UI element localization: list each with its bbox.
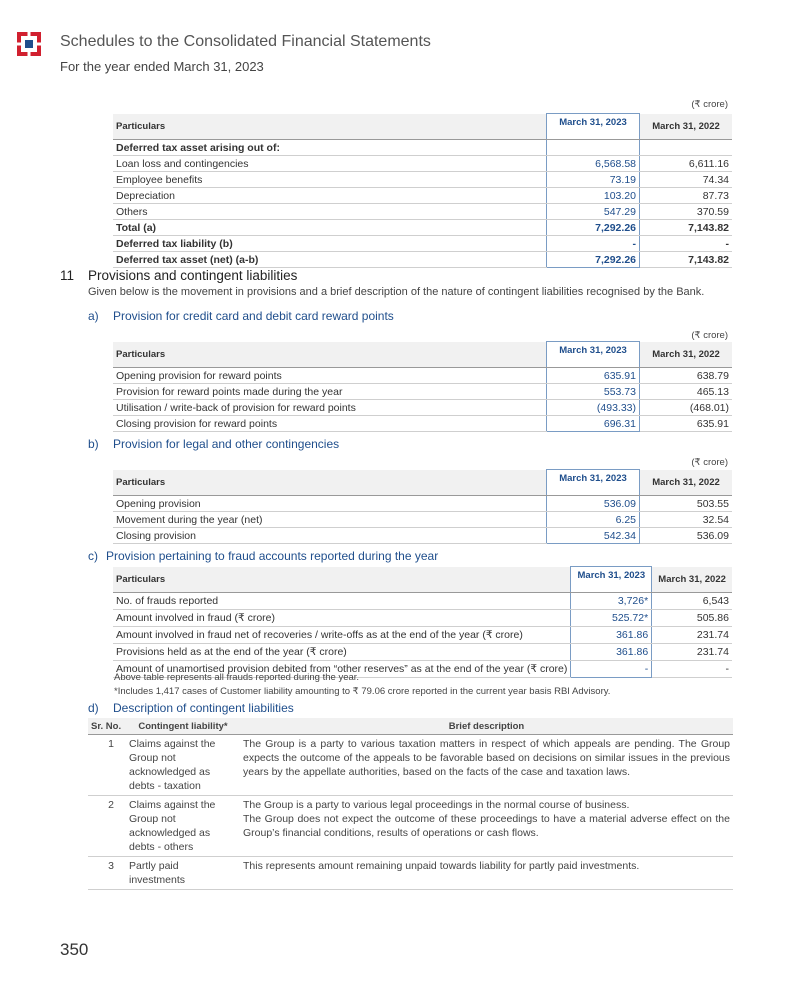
col-current: March 31, 2023	[547, 342, 640, 368]
table-row	[113, 156, 732, 172]
row-sr-no: 1	[88, 735, 126, 796]
table-row	[113, 644, 732, 661]
row-liability: Partly paid investments	[126, 857, 240, 890]
row-previous-value: 7,143.82	[640, 220, 733, 236]
contingent-liabilities-table	[88, 718, 733, 890]
row-label: Deferred tax asset (net) (a-b)	[113, 252, 547, 268]
row-current-value: (493.33)	[547, 400, 640, 416]
page-number: 350	[60, 940, 89, 959]
row-current-value: 6,568.58	[547, 156, 640, 172]
row-label: Depreciation	[113, 188, 547, 204]
row-previous-value: 6,611.16	[640, 156, 733, 172]
col-previous: March 31, 2022	[652, 567, 732, 593]
col-previous: March 31, 2022	[640, 342, 733, 368]
table-row	[88, 857, 733, 890]
row-current-value: 361.86	[571, 627, 652, 644]
table-row	[113, 610, 732, 627]
reward-points-table	[113, 341, 732, 432]
row-label: Provision for reward points made during the year	[113, 384, 547, 400]
col-brief-description: Brief description	[240, 718, 733, 735]
row-previous-value: 32.54	[640, 512, 733, 528]
row-current-value: 696.31	[547, 416, 640, 432]
table-row	[113, 140, 732, 156]
table-row	[113, 220, 732, 236]
row-label: No. of frauds reported	[113, 593, 571, 610]
col-previous: March 31, 2022	[640, 470, 733, 496]
row-label: Deferred tax asset arising out of:	[113, 140, 547, 156]
section-title: Provisions and contingent liabilities	[88, 268, 298, 283]
row-current-value: 73.19	[547, 172, 640, 188]
bank-logo-icon	[17, 32, 41, 56]
row-label: Utilisation / write-back of provision for reward points	[113, 400, 547, 416]
row-label: Opening provision	[113, 496, 547, 512]
row-label: Total (a)	[113, 220, 547, 236]
row-current-value: 542.34	[547, 528, 640, 544]
subsection-d-heading	[88, 701, 294, 715]
table-row	[113, 496, 732, 512]
row-current-value: 7,292.26	[547, 252, 640, 268]
row-label: Amount involved in fraud net of recoveries / write-offs as at the end of the year (₹ crore)	[113, 627, 571, 644]
page-subtitle: For the year ended March 31, 2023	[60, 59, 264, 74]
subsection-a-heading	[88, 309, 394, 323]
subsection-d-title: Description of contingent liabilities	[113, 701, 294, 715]
table-row	[113, 593, 732, 610]
col-particulars: Particulars	[113, 567, 571, 593]
table-row	[113, 172, 732, 188]
row-previous-value: 638.79	[640, 368, 733, 384]
col-previous: March 31, 2022	[640, 114, 733, 140]
unit-label: (₹ crore)	[691, 99, 728, 110]
row-current-value: 3,726*	[571, 593, 652, 610]
row-label: Amount of unamortised provision debited from “other reserves” as at the end of the year (₹ crore)	[113, 661, 571, 678]
section-number: 11	[60, 268, 75, 283]
table-row	[113, 384, 732, 400]
unit-label: (₹ crore)	[691, 330, 728, 341]
row-current-value: 525.72*	[571, 610, 652, 627]
col-particulars: Particulars	[113, 342, 547, 368]
row-previous-value: 74.34	[640, 172, 733, 188]
table-row	[113, 204, 732, 220]
row-current-value: 553.73	[547, 384, 640, 400]
row-label: Employee benefits	[113, 172, 547, 188]
row-current-value: 7,292.26	[547, 220, 640, 236]
subsection-a-title: Provision for credit card and debit card reward points	[113, 309, 394, 323]
row-current-value: 6.25	[547, 512, 640, 528]
subsection-b-label: b)	[88, 437, 99, 451]
row-current-value: -	[571, 661, 652, 678]
row-previous-value: 87.73	[640, 188, 733, 204]
fraud-note-1: Above table represents all frauds reported during the year.	[114, 672, 360, 683]
row-previous-value: 6,543	[652, 593, 732, 610]
legal-provision-table	[113, 469, 732, 544]
row-previous-value: 370.59	[640, 204, 733, 220]
row-current-value: 103.20	[547, 188, 640, 204]
row-current-value: 635.91	[547, 368, 640, 384]
row-label: Provisions held as at the end of the year (₹ crore)	[113, 644, 571, 661]
table-row	[113, 416, 732, 432]
subsection-c-title: Provision pertaining to fraud accounts reported during the year	[106, 549, 439, 563]
row-current-value: 536.09	[547, 496, 640, 512]
table-row	[113, 512, 732, 528]
row-description: This represents amount remaining unpaid towards liability for partly paid investments.	[240, 857, 733, 890]
table-row	[113, 252, 732, 268]
row-previous-value: 231.74	[652, 644, 732, 661]
table-row	[113, 188, 732, 204]
row-label: Closing provision for reward points	[113, 416, 547, 432]
table-row	[113, 400, 732, 416]
row-previous-value: (468.01)	[640, 400, 733, 416]
col-particulars: Particulars	[113, 114, 547, 140]
row-description: The Group is a party to various taxation matters in respect of which appeals are pending. The Group expects the outcome of the appeals to be favorable based on decisions on similar issues in the previous years by the appellate authorities, based on the facts of the case and taxation laws.	[240, 735, 733, 796]
table-row	[88, 796, 733, 857]
row-current-value: 547.29	[547, 204, 640, 220]
col-current: March 31, 2023	[571, 567, 652, 593]
subsection-a-label: a)	[88, 309, 99, 323]
subsection-d-label: d)	[88, 701, 99, 715]
row-previous-value: 635.91	[640, 416, 733, 432]
row-previous-value: 465.13	[640, 384, 733, 400]
row-previous-value: -	[640, 236, 733, 252]
row-label: Loan loss and contingencies	[113, 156, 547, 172]
row-previous-value: 505.86	[652, 610, 732, 627]
table-row	[113, 236, 732, 252]
row-liability: Claims against the Group not acknowledged as debts - taxation	[126, 735, 240, 796]
col-sr-no: Sr. No.	[88, 718, 126, 735]
page-title: Schedules to the Consolidated Financial Statements	[60, 33, 431, 50]
row-sr-no: 2	[88, 796, 126, 857]
row-previous-value: 7,143.82	[640, 252, 733, 268]
col-current: March 31, 2023	[547, 114, 640, 140]
deferred-tax-table	[113, 113, 732, 268]
table-row	[113, 368, 732, 384]
row-previous-value: -	[652, 661, 732, 678]
table-row	[88, 735, 733, 796]
row-description: The Group is a party to various legal proceedings in the normal course of business. The Group does not expect the outcome of these proceedings to have a material adverse effect on the Group’s financial conditions, results of operations or cash flows.	[240, 796, 733, 857]
col-particulars: Particulars	[113, 470, 547, 496]
row-current-value	[547, 140, 640, 156]
subsection-c-label: c)	[88, 549, 98, 563]
row-previous-value: 231.74	[652, 627, 732, 644]
table-row	[113, 528, 732, 544]
subsection-b-title: Provision for legal and other contingencies	[113, 437, 340, 451]
fraud-provision-table	[113, 566, 732, 678]
row-previous-value: 503.55	[640, 496, 733, 512]
row-current-value: 361.86	[571, 644, 652, 661]
col-contingent-liability: Contingent liability*	[126, 718, 240, 735]
section-description: Given below is the movement in provisions and a brief description of the nature of contingent liabilities recognised by the Bank.	[88, 286, 705, 298]
unit-label: (₹ crore)	[691, 457, 728, 468]
row-sr-no: 3	[88, 857, 126, 890]
table-row	[113, 627, 732, 644]
row-label: Opening provision for reward points	[113, 368, 547, 384]
row-label: Deferred tax liability (b)	[113, 236, 547, 252]
col-current: March 31, 2023	[547, 470, 640, 496]
row-current-value: -	[547, 236, 640, 252]
row-previous-value	[640, 140, 733, 156]
row-label: Movement during the year (net)	[113, 512, 547, 528]
fraud-note-2: *Includes 1,417 cases of Customer liability amounting to ₹ 79.06 crore reported in the current year basis RBI Advisory.	[114, 686, 611, 697]
row-label: Others	[113, 204, 547, 220]
subsection-b-heading	[88, 437, 339, 451]
subsection-c-heading	[88, 549, 438, 563]
row-label: Amount involved in fraud (₹ crore)	[113, 610, 571, 627]
row-previous-value: 536.09	[640, 528, 733, 544]
row-liability: Claims against the Group not acknowledged as debts - others	[126, 796, 240, 857]
row-label: Closing provision	[113, 528, 547, 544]
